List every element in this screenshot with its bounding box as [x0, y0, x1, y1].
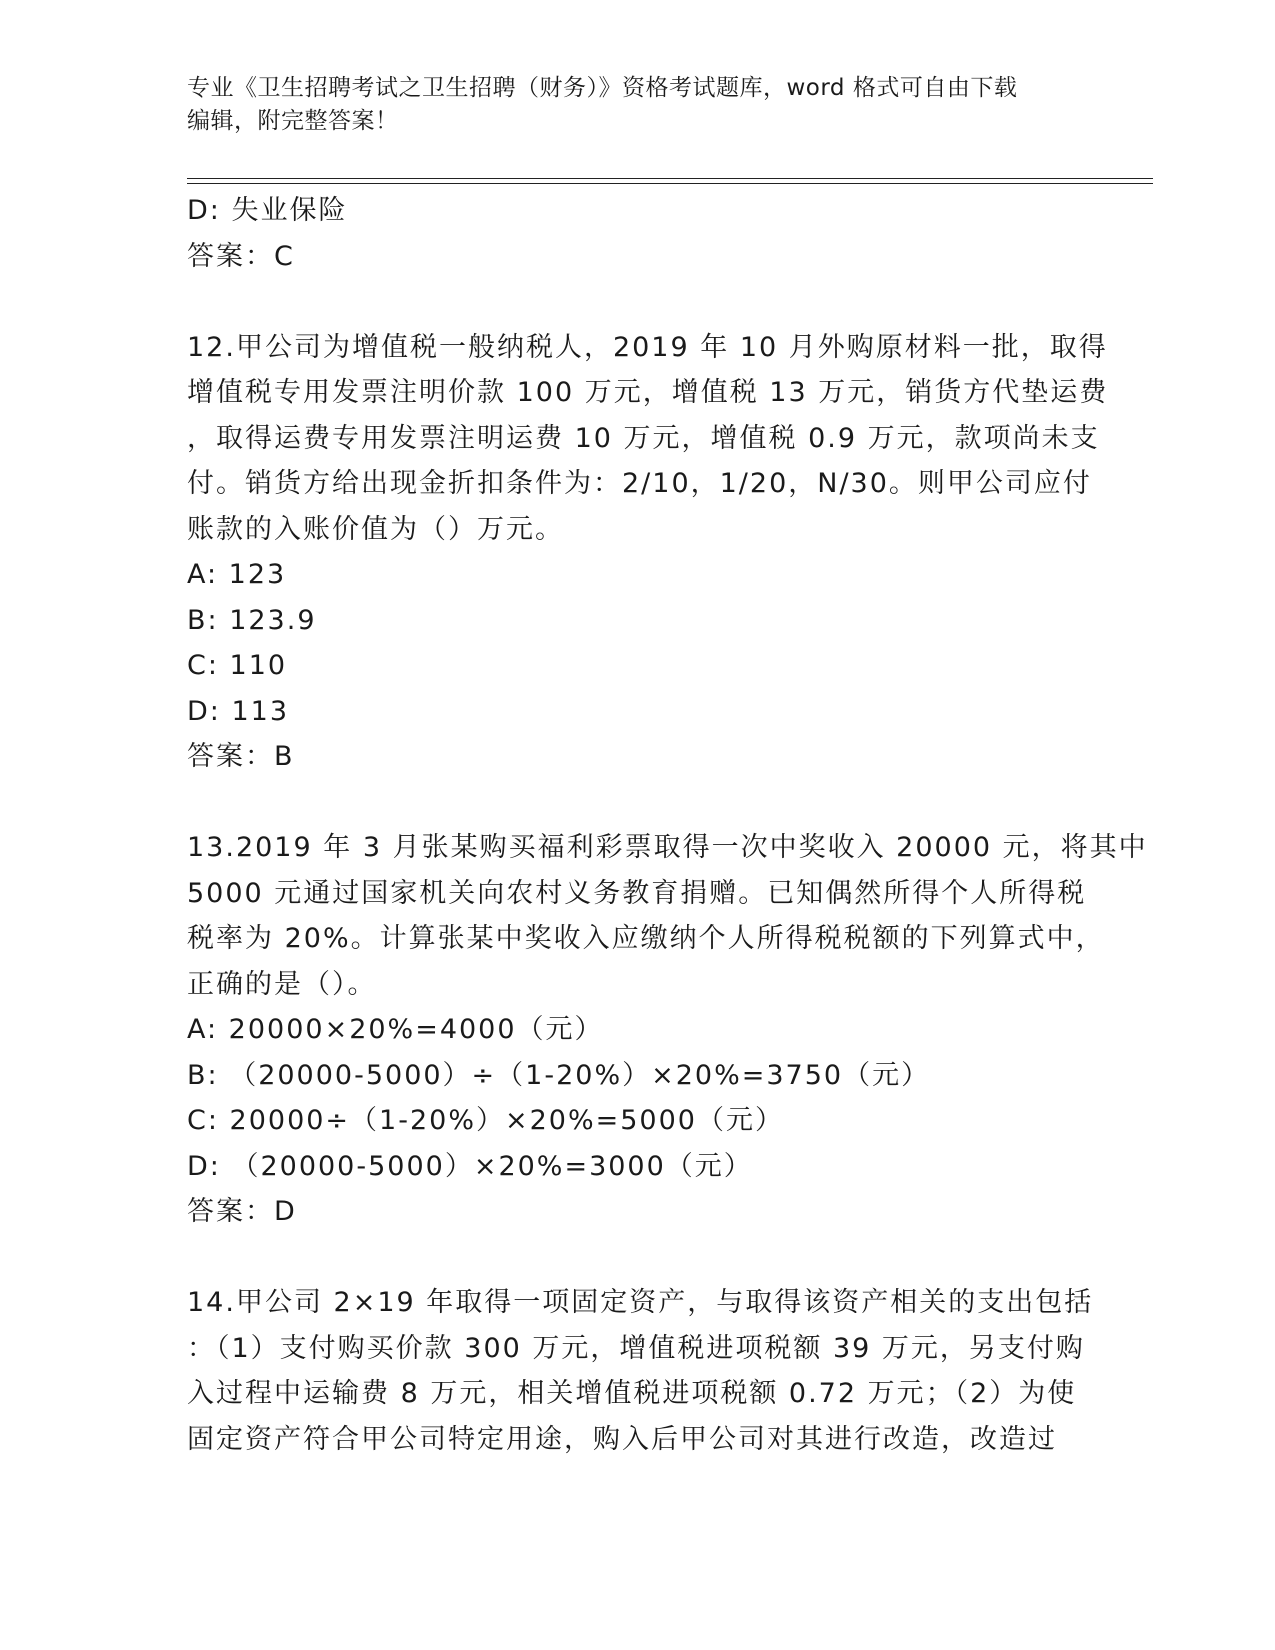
option-d: D: （20000-5000）×20%=3000（元） [187, 1150, 753, 1182]
spacer [187, 1235, 1087, 1281]
option-d: D: 113 [187, 695, 290, 727]
spacer [187, 279, 1087, 325]
question-stem-line: 14.甲公司 2×19 年取得一项固定资产，与取得该资产相关的支出包括 [187, 1287, 1094, 1318]
question-11-tail [187, 188, 1087, 279]
header-line: 编辑，附完整答案！ [187, 108, 399, 134]
question-stem-line: 税率为 20%。计算张某中奖收入应缴纳个人所得税税额的下列算式中， [187, 923, 1105, 954]
option-b: B: 123.9 [187, 604, 317, 636]
question-stem-line: 账款的入账价值为（）万元。 [187, 513, 564, 545]
document-body [187, 188, 1148, 1462]
question-stem-line: 固定资产符合甲公司特定用途，购入后甲公司对其进行改造，改造过 [187, 1423, 1057, 1455]
question-12 [187, 325, 1109, 780]
question-stem-line: 13.2019 年 3 月张某购买福利彩票取得一次中奖收入 20000 元，将其中 [187, 832, 1148, 863]
question-stem-line: 5000 元通过国家机关向农村义务教育捐赠。已知偶然所得个人所得税 [187, 877, 1087, 909]
question-stem-line: ：（1）支付购买价款 300 万元，增值税进项税额 39 万元，另支付购 [187, 1332, 1085, 1364]
question-14 [187, 1280, 1094, 1462]
question-stem-line: 付。销货方给出现金折扣条件为：2/10，1/20，N/30。则甲公司应付 [187, 468, 1092, 499]
option-a: A: 20000×20%=4000（元） [187, 1014, 604, 1045]
question-13 [187, 825, 1148, 1235]
question-stem-line: 增值税专用发票注明价款 100 万元，增值税 13 万元，销货方代垫运费 [187, 377, 1109, 408]
answer: 答案：C [187, 240, 295, 272]
answer: 答案：D [187, 1196, 297, 1227]
option-b: B: （20000-5000）÷（1-20%）×20%=3750（元） [187, 1059, 931, 1091]
page-header [187, 72, 1087, 138]
header-line: 专业《卫生招聘考试之卫生招聘（财务）》资格考试题库，word 格式可自由下载 [187, 75, 1018, 101]
option-c: C: 20000÷（1-20%）×20%=5000（元） [187, 1105, 784, 1136]
header-divider [187, 183, 1153, 184]
question-stem-line: 入过程中运输费 8 万元，相关增值税进项税额 0.72 万元；（2）为使 [187, 1378, 1077, 1409]
question-stem-line: 正确的是（）。 [187, 968, 377, 1000]
spacer [187, 780, 1087, 826]
option-d: D: 失业保险 [187, 195, 348, 226]
question-stem-line: 12.甲公司为增值税一般纳税人，2019 年 10 月外购原材料一批，取得 [187, 331, 1108, 363]
answer: 答案：B [187, 741, 295, 772]
question-stem-line: ，取得运费专用发票注明运费 10 万元，增值税 0.9 万元，款项尚未支 [187, 422, 1100, 454]
option-a: A: 123 [187, 559, 287, 590]
option-c: C: 110 [187, 650, 288, 681]
header-divider [187, 178, 1153, 179]
